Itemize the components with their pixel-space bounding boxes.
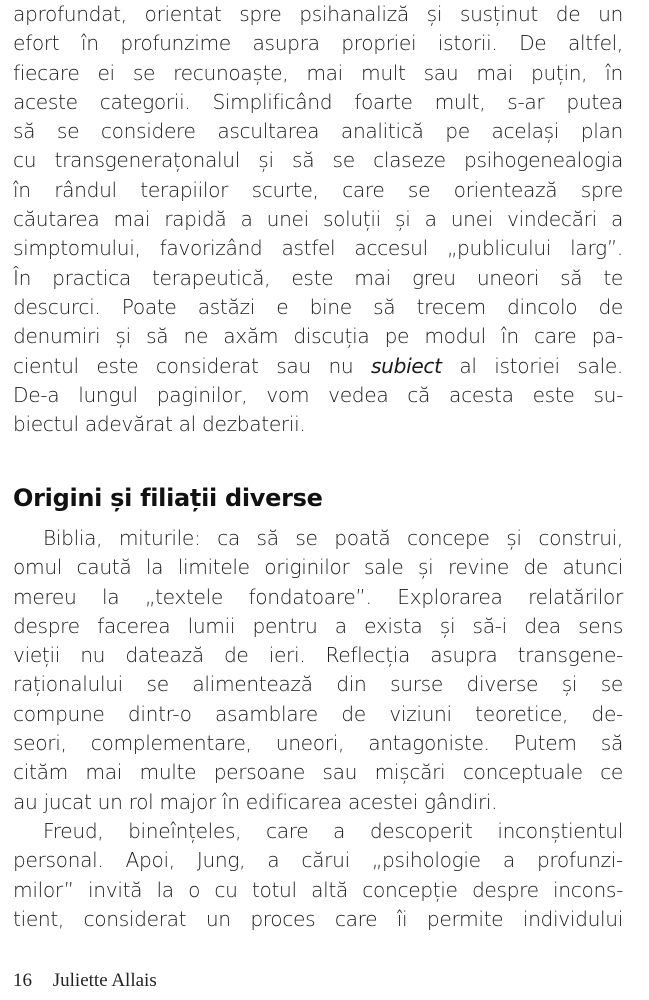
text-line: efort în profunzime asupra propriei istorii. De altfel, [13, 31, 623, 56]
text-line: aprofundat, orientat spre psihanaliză și susținut de un [13, 2, 623, 26]
text-line: personal. Apoi, Jung, a cărui „psihologie a profunzi- [13, 848, 623, 873]
text-line: să se considere ascultarea analitică pe același plan [13, 119, 623, 144]
text-line: Biblia, miturile: ca să se poată concepe și construi, [43, 526, 623, 550]
page-footer [13, 970, 157, 992]
text-line: au jucat un rol major în edificarea acestei gândiri. [13, 789, 498, 814]
italic-term: subiect [371, 353, 442, 378]
text-line: milor” invită la o cu totul altă concepție despre incons- [13, 877, 623, 902]
text-line: De-a lungul paginilor, vom vedea că acesta este su- [13, 382, 623, 407]
text-line: biectul adevărat al dezbaterii. [13, 412, 306, 437]
text-line: cităm mai multe persoane sau mișcări conceptuale ce [13, 760, 623, 785]
text-line: cu transgenerațonalul și să se claseze psihogenealogia [13, 148, 623, 173]
author-name: Juliette Allais [52, 970, 157, 991]
text-line: denumiri și să ne axăm discuția pe modul în care pa- [13, 324, 623, 349]
text-line: mereu la „textele fondatoare”. Explorarea relatărilor [13, 584, 623, 609]
text-line: despre facerea lumii pentru a exista și să-i dea sens [13, 613, 623, 638]
text-line: descurci. Poate astăzi e bine să trecem dincolo de [13, 294, 623, 319]
section-heading: Origini și filiații diverse [13, 484, 323, 512]
text-line: compune dintr-o asamblare de viziuni teoretice, de- [13, 701, 623, 726]
text-line: raționalului se alimentează din surse diverse și se [13, 672, 623, 697]
text-line: tient, considerat un proces care îi permite individului [13, 906, 623, 931]
text-line: vieții nu datează de ieri. Reflecția asupra transgene- [13, 643, 623, 668]
text-line: în rândul terapiilor scurte, care se orientează spre [13, 177, 623, 202]
text-line: Freud, bineînțeles, care a descoperit inconștientul [43, 818, 623, 843]
page-number: 16 [13, 970, 32, 991]
text-line: omul caută la limitele originilor sale și revine de atunci [13, 555, 623, 580]
text-segment: al istoriei sale. [441, 353, 623, 378]
body-text-section-2 [13, 524, 623, 934]
text-line: seori, complementare, uneori, antagoniste. Putem să [13, 731, 623, 756]
text-line: simptomului, favorizând astfel accesul „publicului larg”. [13, 236, 623, 261]
text-line: aceste categorii. Simplificând foarte mult, s-ar putea [13, 89, 623, 114]
text-segment: cientul este considerat sau nu [13, 353, 371, 378]
text-line: căutarea mai rapidă a unei soluții și a unei vindecări a [13, 207, 623, 232]
text-line-with-italic [13, 352, 623, 381]
text-line: fiecare ei se recunoaște, mai mult sau mai puțin, în [13, 60, 623, 85]
text-line: În practica terapeutică, este mai greu uneori să te [13, 265, 623, 290]
body-text-section-1 [13, 0, 623, 439]
